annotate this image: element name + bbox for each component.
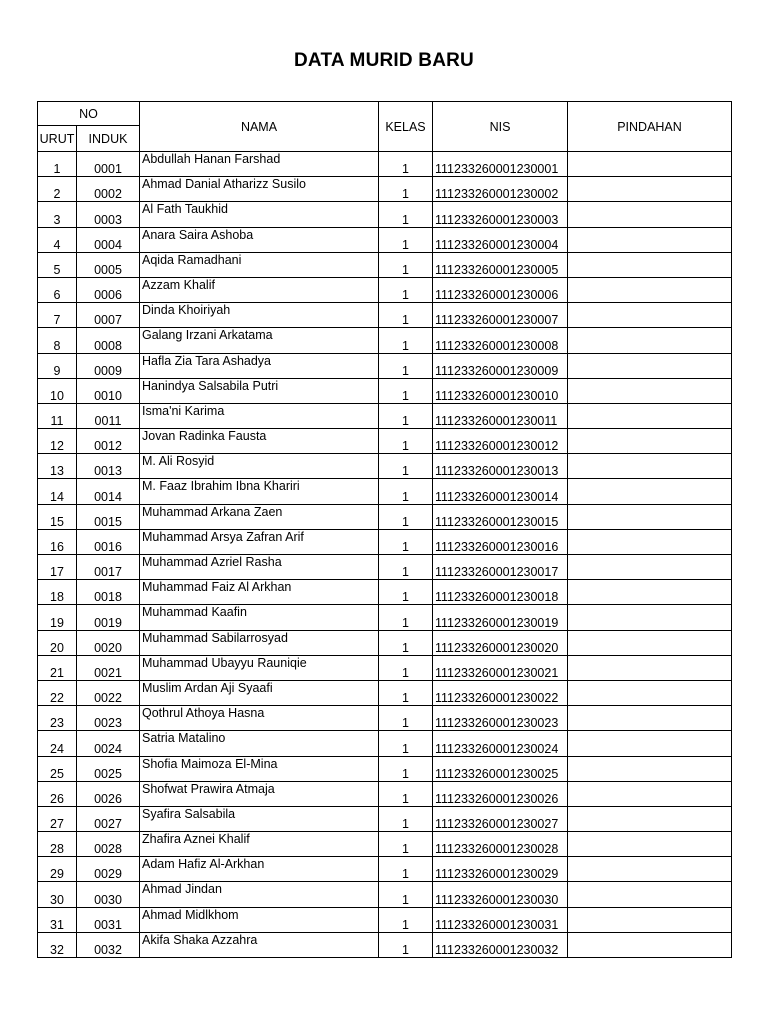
cell-kelas: 1 (379, 353, 433, 378)
cell-urut: 6 (38, 277, 77, 302)
header-kelas: KELAS (379, 102, 433, 152)
cell-nama: Isma'ni Karima (140, 403, 379, 428)
cell-kelas: 1 (379, 277, 433, 302)
table-row (38, 706, 732, 731)
cell-nis: 111233260001230026 (433, 781, 568, 806)
cell-nama: Akifa Shaka Azzahra (140, 932, 379, 957)
cell-urut: 5 (38, 252, 77, 277)
cell-pindahan (568, 555, 732, 580)
table-row (38, 479, 732, 504)
cell-induk: 0019 (77, 605, 140, 630)
cell-pindahan (568, 328, 732, 353)
cell-induk: 0009 (77, 353, 140, 378)
cell-pindahan (568, 630, 732, 655)
cell-induk: 0005 (77, 252, 140, 277)
table-row (38, 227, 732, 252)
cell-urut: 29 (38, 857, 77, 882)
table-row (38, 907, 732, 932)
cell-nama: Muhammad Azriel Rasha (140, 555, 379, 580)
cell-nis: 111233260001230003 (433, 202, 568, 227)
table-body (38, 152, 732, 958)
header-pindahan: PINDAHAN (568, 102, 732, 152)
cell-kelas: 1 (379, 932, 433, 957)
cell-nis: 111233260001230027 (433, 806, 568, 831)
cell-kelas: 1 (379, 781, 433, 806)
cell-nis: 111233260001230020 (433, 630, 568, 655)
cell-pindahan (568, 806, 732, 831)
cell-induk: 0031 (77, 907, 140, 932)
cell-nama: Dinda Khoiriyah (140, 303, 379, 328)
cell-induk: 0003 (77, 202, 140, 227)
cell-nama: Al Fath Taukhid (140, 202, 379, 227)
cell-nis: 111233260001230023 (433, 706, 568, 731)
cell-nis: 111233260001230005 (433, 252, 568, 277)
table-row (38, 781, 732, 806)
cell-nis: 111233260001230007 (433, 303, 568, 328)
table-row (38, 454, 732, 479)
cell-kelas: 1 (379, 832, 433, 857)
cell-induk: 0002 (77, 177, 140, 202)
cell-nama: Shofwat Prawira Atmaja (140, 781, 379, 806)
cell-urut: 11 (38, 403, 77, 428)
cell-induk: 0012 (77, 429, 140, 454)
cell-urut: 32 (38, 932, 77, 957)
cell-kelas: 1 (379, 177, 433, 202)
cell-nama: M. Faaz Ibrahim Ibna Khariri (140, 479, 379, 504)
cell-nis: 111233260001230013 (433, 454, 568, 479)
cell-pindahan (568, 605, 732, 630)
cell-urut: 12 (38, 429, 77, 454)
cell-urut: 18 (38, 580, 77, 605)
cell-kelas: 1 (379, 882, 433, 907)
table-row (38, 177, 732, 202)
cell-nama: Satria Matalino (140, 731, 379, 756)
table-row (38, 932, 732, 957)
table-row (38, 731, 732, 756)
cell-induk: 0026 (77, 781, 140, 806)
cell-induk: 0024 (77, 731, 140, 756)
cell-kelas: 1 (379, 378, 433, 403)
header-no: NO (38, 102, 140, 126)
cell-induk: 0014 (77, 479, 140, 504)
cell-nama: Zhafira Aznei Khalif (140, 832, 379, 857)
cell-kelas: 1 (379, 555, 433, 580)
cell-urut: 8 (38, 328, 77, 353)
cell-nama: Muhammad Kaafin (140, 605, 379, 630)
cell-kelas: 1 (379, 303, 433, 328)
cell-nis: 111233260001230029 (433, 857, 568, 882)
cell-kelas: 1 (379, 328, 433, 353)
cell-nama: Muhammad Arkana Zaen (140, 504, 379, 529)
cell-urut: 13 (38, 454, 77, 479)
header-row (38, 102, 732, 126)
cell-pindahan (568, 303, 732, 328)
cell-induk: 0022 (77, 680, 140, 705)
cell-induk: 0017 (77, 555, 140, 580)
table-row (38, 680, 732, 705)
table-row (38, 277, 732, 302)
cell-urut: 14 (38, 479, 77, 504)
table-row (38, 806, 732, 831)
table-row (38, 857, 732, 882)
cell-kelas: 1 (379, 806, 433, 831)
cell-nama: Ahmad Midlkhom (140, 907, 379, 932)
cell-urut: 23 (38, 706, 77, 731)
cell-urut: 15 (38, 504, 77, 529)
cell-nis: 111233260001230031 (433, 907, 568, 932)
cell-nama: Syafira Salsabila (140, 806, 379, 831)
cell-urut: 19 (38, 605, 77, 630)
cell-urut: 20 (38, 630, 77, 655)
cell-nis: 111233260001230022 (433, 680, 568, 705)
table-row (38, 403, 732, 428)
table-row (38, 756, 732, 781)
cell-induk: 0013 (77, 454, 140, 479)
cell-nama: Ahmad Danial Atharizz Susilo (140, 177, 379, 202)
cell-pindahan (568, 907, 732, 932)
cell-pindahan (568, 655, 732, 680)
cell-kelas: 1 (379, 529, 433, 554)
cell-kelas: 1 (379, 731, 433, 756)
cell-kelas: 1 (379, 680, 433, 705)
cell-nama: Hanindya Salsabila Putri (140, 378, 379, 403)
cell-induk: 0025 (77, 756, 140, 781)
table-row (38, 504, 732, 529)
cell-induk: 0029 (77, 857, 140, 882)
cell-nama: Shofia Maimoza El-Mina (140, 756, 379, 781)
cell-urut: 31 (38, 907, 77, 932)
table-row (38, 152, 732, 177)
cell-nama: Ahmad Jindan (140, 882, 379, 907)
cell-kelas: 1 (379, 655, 433, 680)
cell-induk: 0011 (77, 403, 140, 428)
cell-urut: 9 (38, 353, 77, 378)
cell-induk: 0007 (77, 303, 140, 328)
cell-pindahan (568, 152, 732, 177)
cell-nama: Anara Saira Ashoba (140, 227, 379, 252)
cell-nama: Muhammad Sabilarrosyad (140, 630, 379, 655)
cell-pindahan (568, 680, 732, 705)
cell-kelas: 1 (379, 504, 433, 529)
table-row (38, 655, 732, 680)
cell-nis: 111233260001230009 (433, 353, 568, 378)
cell-urut: 24 (38, 731, 77, 756)
cell-urut: 30 (38, 882, 77, 907)
cell-nis: 111233260001230021 (433, 655, 568, 680)
cell-induk: 0021 (77, 655, 140, 680)
cell-kelas: 1 (379, 429, 433, 454)
cell-kelas: 1 (379, 706, 433, 731)
cell-nis: 111233260001230002 (433, 177, 568, 202)
cell-pindahan (568, 429, 732, 454)
cell-nis: 111233260001230025 (433, 756, 568, 781)
cell-pindahan (568, 454, 732, 479)
cell-nis: 111233260001230015 (433, 504, 568, 529)
cell-kelas: 1 (379, 202, 433, 227)
cell-nama: M. Ali Rosyid (140, 454, 379, 479)
cell-urut: 4 (38, 227, 77, 252)
cell-nis: 111233260001230016 (433, 529, 568, 554)
cell-induk: 0016 (77, 529, 140, 554)
table-row (38, 605, 732, 630)
cell-nama: Abdullah Hanan Farshad (140, 152, 379, 177)
table-row (38, 303, 732, 328)
cell-pindahan (568, 504, 732, 529)
cell-pindahan (568, 529, 732, 554)
cell-nis: 111233260001230010 (433, 378, 568, 403)
cell-urut: 25 (38, 756, 77, 781)
cell-nis: 111233260001230006 (433, 277, 568, 302)
cell-nis: 111233260001230001 (433, 152, 568, 177)
cell-nama: Muslim Ardan Aji Syaafi (140, 680, 379, 705)
cell-kelas: 1 (379, 454, 433, 479)
cell-induk: 0018 (77, 580, 140, 605)
cell-urut: 27 (38, 806, 77, 831)
header-nama: NAMA (140, 102, 379, 152)
cell-nis: 111233260001230018 (433, 580, 568, 605)
header-induk: INDUK (77, 126, 140, 152)
cell-urut: 26 (38, 781, 77, 806)
cell-pindahan (568, 580, 732, 605)
cell-nama: Hafla Zia Tara Ashadya (140, 353, 379, 378)
cell-pindahan (568, 277, 732, 302)
table-row (38, 580, 732, 605)
cell-nis: 111233260001230024 (433, 731, 568, 756)
cell-urut: 17 (38, 555, 77, 580)
cell-pindahan (568, 706, 732, 731)
cell-nis: 111233260001230012 (433, 429, 568, 454)
cell-kelas: 1 (379, 152, 433, 177)
cell-kelas: 1 (379, 580, 433, 605)
cell-pindahan (568, 403, 732, 428)
cell-induk: 0004 (77, 227, 140, 252)
student-table (37, 101, 732, 958)
cell-induk: 0030 (77, 882, 140, 907)
cell-induk: 0023 (77, 706, 140, 731)
table-row (38, 378, 732, 403)
cell-urut: 21 (38, 655, 77, 680)
cell-kelas: 1 (379, 605, 433, 630)
header-urut: URUT (38, 126, 77, 152)
cell-pindahan (568, 479, 732, 504)
cell-nis: 111233260001230019 (433, 605, 568, 630)
cell-urut: 2 (38, 177, 77, 202)
cell-nis: 111233260001230032 (433, 932, 568, 957)
table-row (38, 832, 732, 857)
cell-nama: Qothrul Athoya Hasna (140, 706, 379, 731)
table-row (38, 882, 732, 907)
cell-pindahan (568, 378, 732, 403)
cell-kelas: 1 (379, 907, 433, 932)
cell-kelas: 1 (379, 479, 433, 504)
cell-nama: Jovan Radinka Fausta (140, 429, 379, 454)
cell-kelas: 1 (379, 252, 433, 277)
cell-nis: 111233260001230030 (433, 882, 568, 907)
header-nis: NIS (433, 102, 568, 152)
cell-pindahan (568, 731, 732, 756)
cell-urut: 1 (38, 152, 77, 177)
cell-urut: 22 (38, 680, 77, 705)
cell-pindahan (568, 227, 732, 252)
page-title: DATA MURID BARU (294, 50, 474, 71)
cell-induk: 0006 (77, 277, 140, 302)
table-row (38, 353, 732, 378)
cell-pindahan (568, 781, 732, 806)
cell-nama: Aqida Ramadhani (140, 252, 379, 277)
table-row (38, 252, 732, 277)
cell-urut: 28 (38, 832, 77, 857)
cell-kelas: 1 (379, 227, 433, 252)
table-row (38, 555, 732, 580)
cell-induk: 0028 (77, 832, 140, 857)
cell-nis: 111233260001230014 (433, 479, 568, 504)
cell-kelas: 1 (379, 630, 433, 655)
cell-pindahan (568, 202, 732, 227)
cell-induk: 0027 (77, 806, 140, 831)
cell-induk: 0032 (77, 932, 140, 957)
cell-kelas: 1 (379, 857, 433, 882)
cell-induk: 0008 (77, 328, 140, 353)
cell-kelas: 1 (379, 403, 433, 428)
cell-nis: 111233260001230028 (433, 832, 568, 857)
cell-urut: 7 (38, 303, 77, 328)
cell-nama: Galang Irzani Arkatama (140, 328, 379, 353)
cell-urut: 16 (38, 529, 77, 554)
cell-nama: Muhammad Arsya Zafran Arif (140, 529, 379, 554)
cell-induk: 0010 (77, 378, 140, 403)
cell-nis: 111233260001230017 (433, 555, 568, 580)
cell-nis: 111233260001230004 (433, 227, 568, 252)
cell-pindahan (568, 353, 732, 378)
cell-nama: Muhammad Ubayyu Rauniqie (140, 655, 379, 680)
cell-nama: Adam Hafiz Al-Arkhan (140, 857, 379, 882)
cell-pindahan (568, 882, 732, 907)
cell-induk: 0015 (77, 504, 140, 529)
cell-nama: Azzam Khalif (140, 277, 379, 302)
table-row (38, 529, 732, 554)
cell-pindahan (568, 177, 732, 202)
table-row (38, 630, 732, 655)
table-row (38, 202, 732, 227)
cell-pindahan (568, 252, 732, 277)
cell-pindahan (568, 832, 732, 857)
cell-nama: Muhammad Faiz Al Arkhan (140, 580, 379, 605)
cell-pindahan (568, 932, 732, 957)
cell-pindahan (568, 857, 732, 882)
table-row (38, 328, 732, 353)
cell-induk: 0001 (77, 152, 140, 177)
cell-urut: 10 (38, 378, 77, 403)
cell-urut: 3 (38, 202, 77, 227)
table-row (38, 429, 732, 454)
cell-induk: 0020 (77, 630, 140, 655)
cell-pindahan (568, 756, 732, 781)
cell-nis: 111233260001230008 (433, 328, 568, 353)
cell-kelas: 1 (379, 756, 433, 781)
cell-nis: 111233260001230011 (433, 403, 568, 428)
